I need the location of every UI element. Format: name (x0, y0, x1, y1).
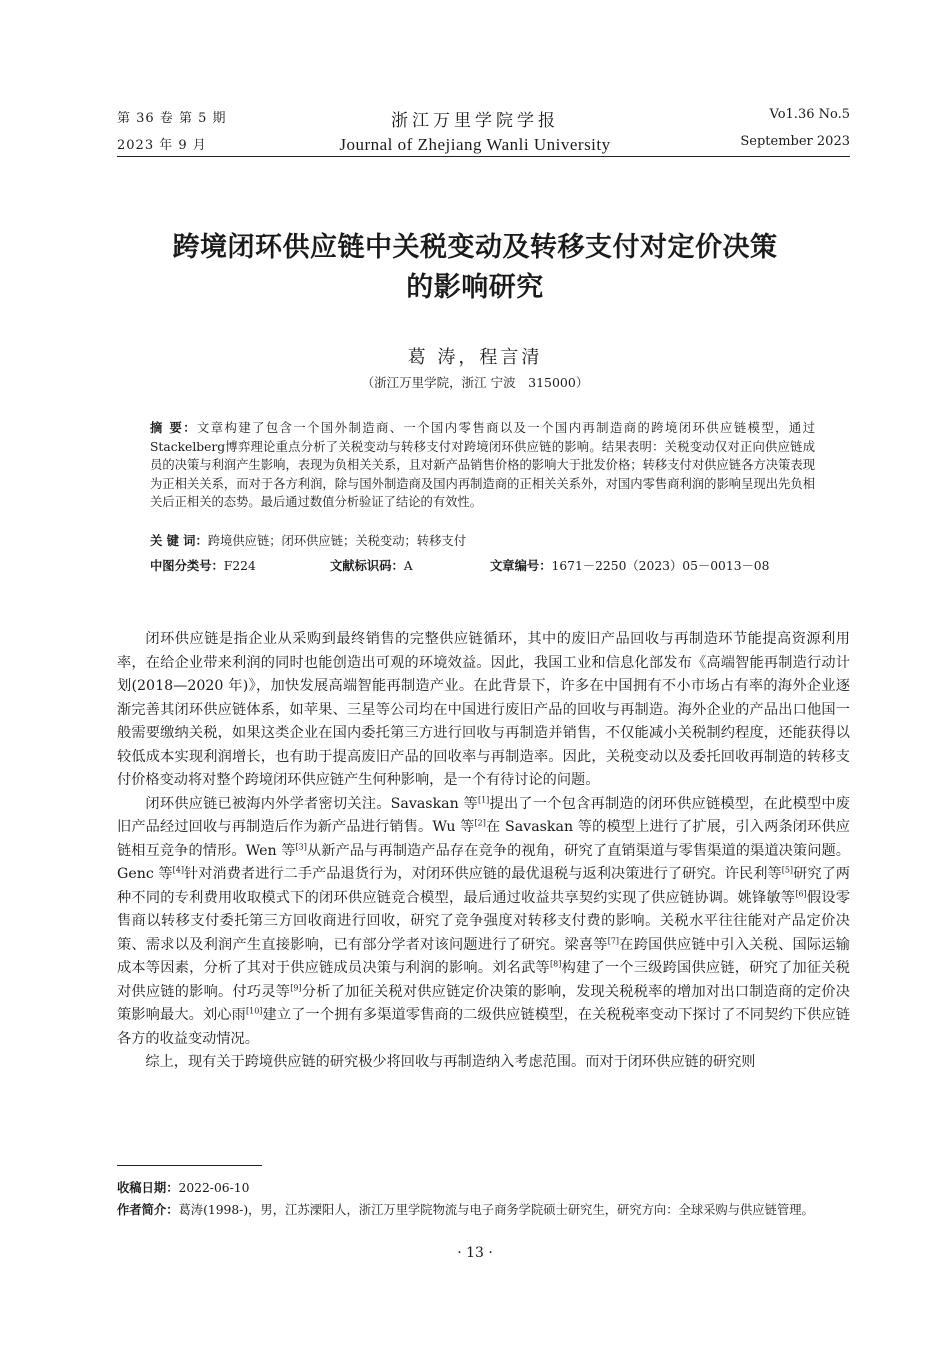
article-title (90, 228, 860, 308)
text-run: 闭环供应链已被海内外学者密切关注。Savaskan 等 (145, 795, 478, 812)
text-run: 建立了一个拥有多渠道零售商的二级供应链模型，在关税税率变动下探讨了不同契约下供应链各方的收益变动情况。 (117, 1007, 850, 1047)
affiliation: （浙江万里学院，浙江 宁波 315000） (361, 375, 589, 390)
doc-value: A (403, 559, 413, 573)
title-line-1: 跨境闭环供应链中关税变动及转移支付对定价决策 (172, 232, 778, 263)
keywords-label: 关 键 词： (150, 534, 208, 548)
text-run: 构建了一个三级跨国供应链，研究了加征关税对供应链的影响。付巧灵等 (117, 960, 850, 1000)
doc-label: 文献标识码： (330, 559, 404, 573)
citation: [6] (795, 888, 807, 898)
received-value: 2022-06-10 (178, 1181, 250, 1195)
text-run: 分析了加征关税对供应链定价决策的影响，发现关税税率的增加对出口制造商的定价决策影响最大。刘心雨 (117, 983, 850, 1023)
paragraph-3: 综上，现有关于跨境供应链的研究极少将回收与再制造纳入考虑范围。而对于闭环供应链的研究则 (145, 1054, 756, 1070)
abstract-label: 摘 要： (150, 421, 198, 435)
keywords-text: 跨境供应链；闭环供应链；关税变动；转移支付 (207, 534, 466, 548)
text-run: 假设零售商以转移支付委托第三方回收商进行回收，研究了竞争强度对转移支付费的影响。关税水平往往能对产品定价决策、需求以及利润产生直接影响，已有部分学者对该问题进行了研究。梁喜等 (117, 889, 850, 953)
article-number (490, 556, 769, 574)
journal-title-en: Journal of Zhejiang Wanli University (339, 135, 611, 154)
received-label: 收稿日期： (117, 1181, 179, 1195)
article-number-value: 1671－2250（2023）05－0013－08 (551, 559, 770, 573)
citation: [10] (245, 1006, 263, 1016)
article-number-label: 文章编号： (490, 559, 552, 573)
clc-label: 中图分类号： (150, 559, 224, 573)
document-code (330, 556, 413, 574)
journal-title-cn: 浙江万里学院学报 (391, 111, 559, 131)
authors: 葛 涛，程言清 (407, 347, 543, 368)
keywords (150, 531, 815, 549)
abstract-text: 文章构建了包含一个国外制造商、一个国内零售商以及一个国内再制造商的跨境闭环供应链模型，通过Stackelberg博弈理论重点分析了关税变动与转移支付对跨境闭环供应链的影响。结果表明：关税变动仅对正向供应链成员的决策与利润产生影响，表现为负相关关系，且对新产品销售价格的影响大于批发价格；转移支付对供应链各方决策表现为正相关关系，而对于各方利润，除与国外制造商及国内再制造商的正相关关系外，对国内零售商利润的影响呈现出先负相关后正相关的态势。最后通过数值分析验证了结论的有效性。 (150, 421, 815, 509)
clc-value: F224 (223, 559, 256, 573)
header-rule (117, 156, 850, 157)
text-run: 从新产品与再制造产品存在竞争的视角，研究了直销渠道与零售渠道的渠道决策问题。Genc 等 (117, 842, 850, 882)
author-bio-label: 作者简介： (117, 1203, 179, 1217)
citation: [8] (549, 959, 562, 969)
author-bio-value: 葛涛(1998-)，男，江苏溧阳人，浙江万里学院物流与电子商务学院硕士研究生，研究方向：全球采购与供应链管理。 (178, 1203, 814, 1217)
text-run: 针对消费者进行二手产品退货行为，对闭环供应链的最优退税与返利决策进行了研究。许民利等 (183, 866, 782, 882)
citation: [1] (477, 794, 490, 804)
received-date (117, 1178, 857, 1196)
text-run: 在跨国供应链中引入关税、国际运输成本等因素，分析了其对于供应链成员决策与利润的影响。刘名武等 (117, 936, 850, 976)
citation: [3] (295, 841, 307, 851)
citation: [9] (290, 982, 302, 992)
title-line-2: 的影响研究 (406, 272, 544, 303)
citation: [7] (607, 935, 620, 945)
citation: [4] (172, 865, 184, 875)
citation: [2] (474, 818, 486, 828)
body-text (117, 628, 850, 1075)
clc-number (150, 556, 256, 574)
footnote-rule (117, 1165, 262, 1166)
paragraph-1: 闭环供应链是指企业从采购到最终销售的完整供应链循环，其中的废旧产品回收与再制造环节能提高资源利用率，在给企业带来利润的同时也能创造出可观的环境效益。因此，我国工业和信息化部发布《高端智能再制造行动计划(2018—2020 年)》，加快发展高端智能再制造产业。在此背景下，许多在中国拥有不小市场占有率的海外企业逐渐完善其闭环供应链体系，如苹果、三星等公司均在中国进行废旧产品的回收与再制造。海外企业的产品出口他国一般需要缴纳关税，如果这类企业在国内委托第三方进行回收与再制造并销售，不仅能减小关税制约程度，还能获得以较低成本实现利润增长，也有助于提高废旧产品的回收率与再制造率。因此，关税变动以及委托回收再制造的转移支付价格变动将对整个跨境闭环供应链产生何种影响，是一个有待讨论的问题。 (117, 631, 850, 788)
date-en: September 2023 (740, 134, 850, 149)
volume-issue: 第 36 卷 第 5 期 (117, 111, 227, 126)
author-bio (117, 1200, 857, 1218)
paragraph-2 (117, 793, 850, 1052)
volume-en: Vo1.36 No.5 (769, 107, 850, 122)
date-cn: 2023 年 9 月 (117, 138, 207, 153)
page-number: · 13 · (457, 1245, 493, 1261)
text-run: 在 Savaskan 等的模型上进行了扩展，引入两条闭环供应链相互竞争的情形。Wen 等 (117, 819, 850, 859)
text-run: 提出了一个包含再制造的闭环供应链模型，在此模型中废旧产品经过回收与再制造后作为新产品进行销售。Wu 等 (117, 795, 850, 835)
citation: [5] (781, 865, 794, 875)
abstract (150, 419, 815, 512)
text-run: 研究了两种不同的专利费用收取模式下的闭环供应链竞合模型，最后通过收益共享契约实现了供应链协调。姚锋敏等 (117, 866, 850, 906)
